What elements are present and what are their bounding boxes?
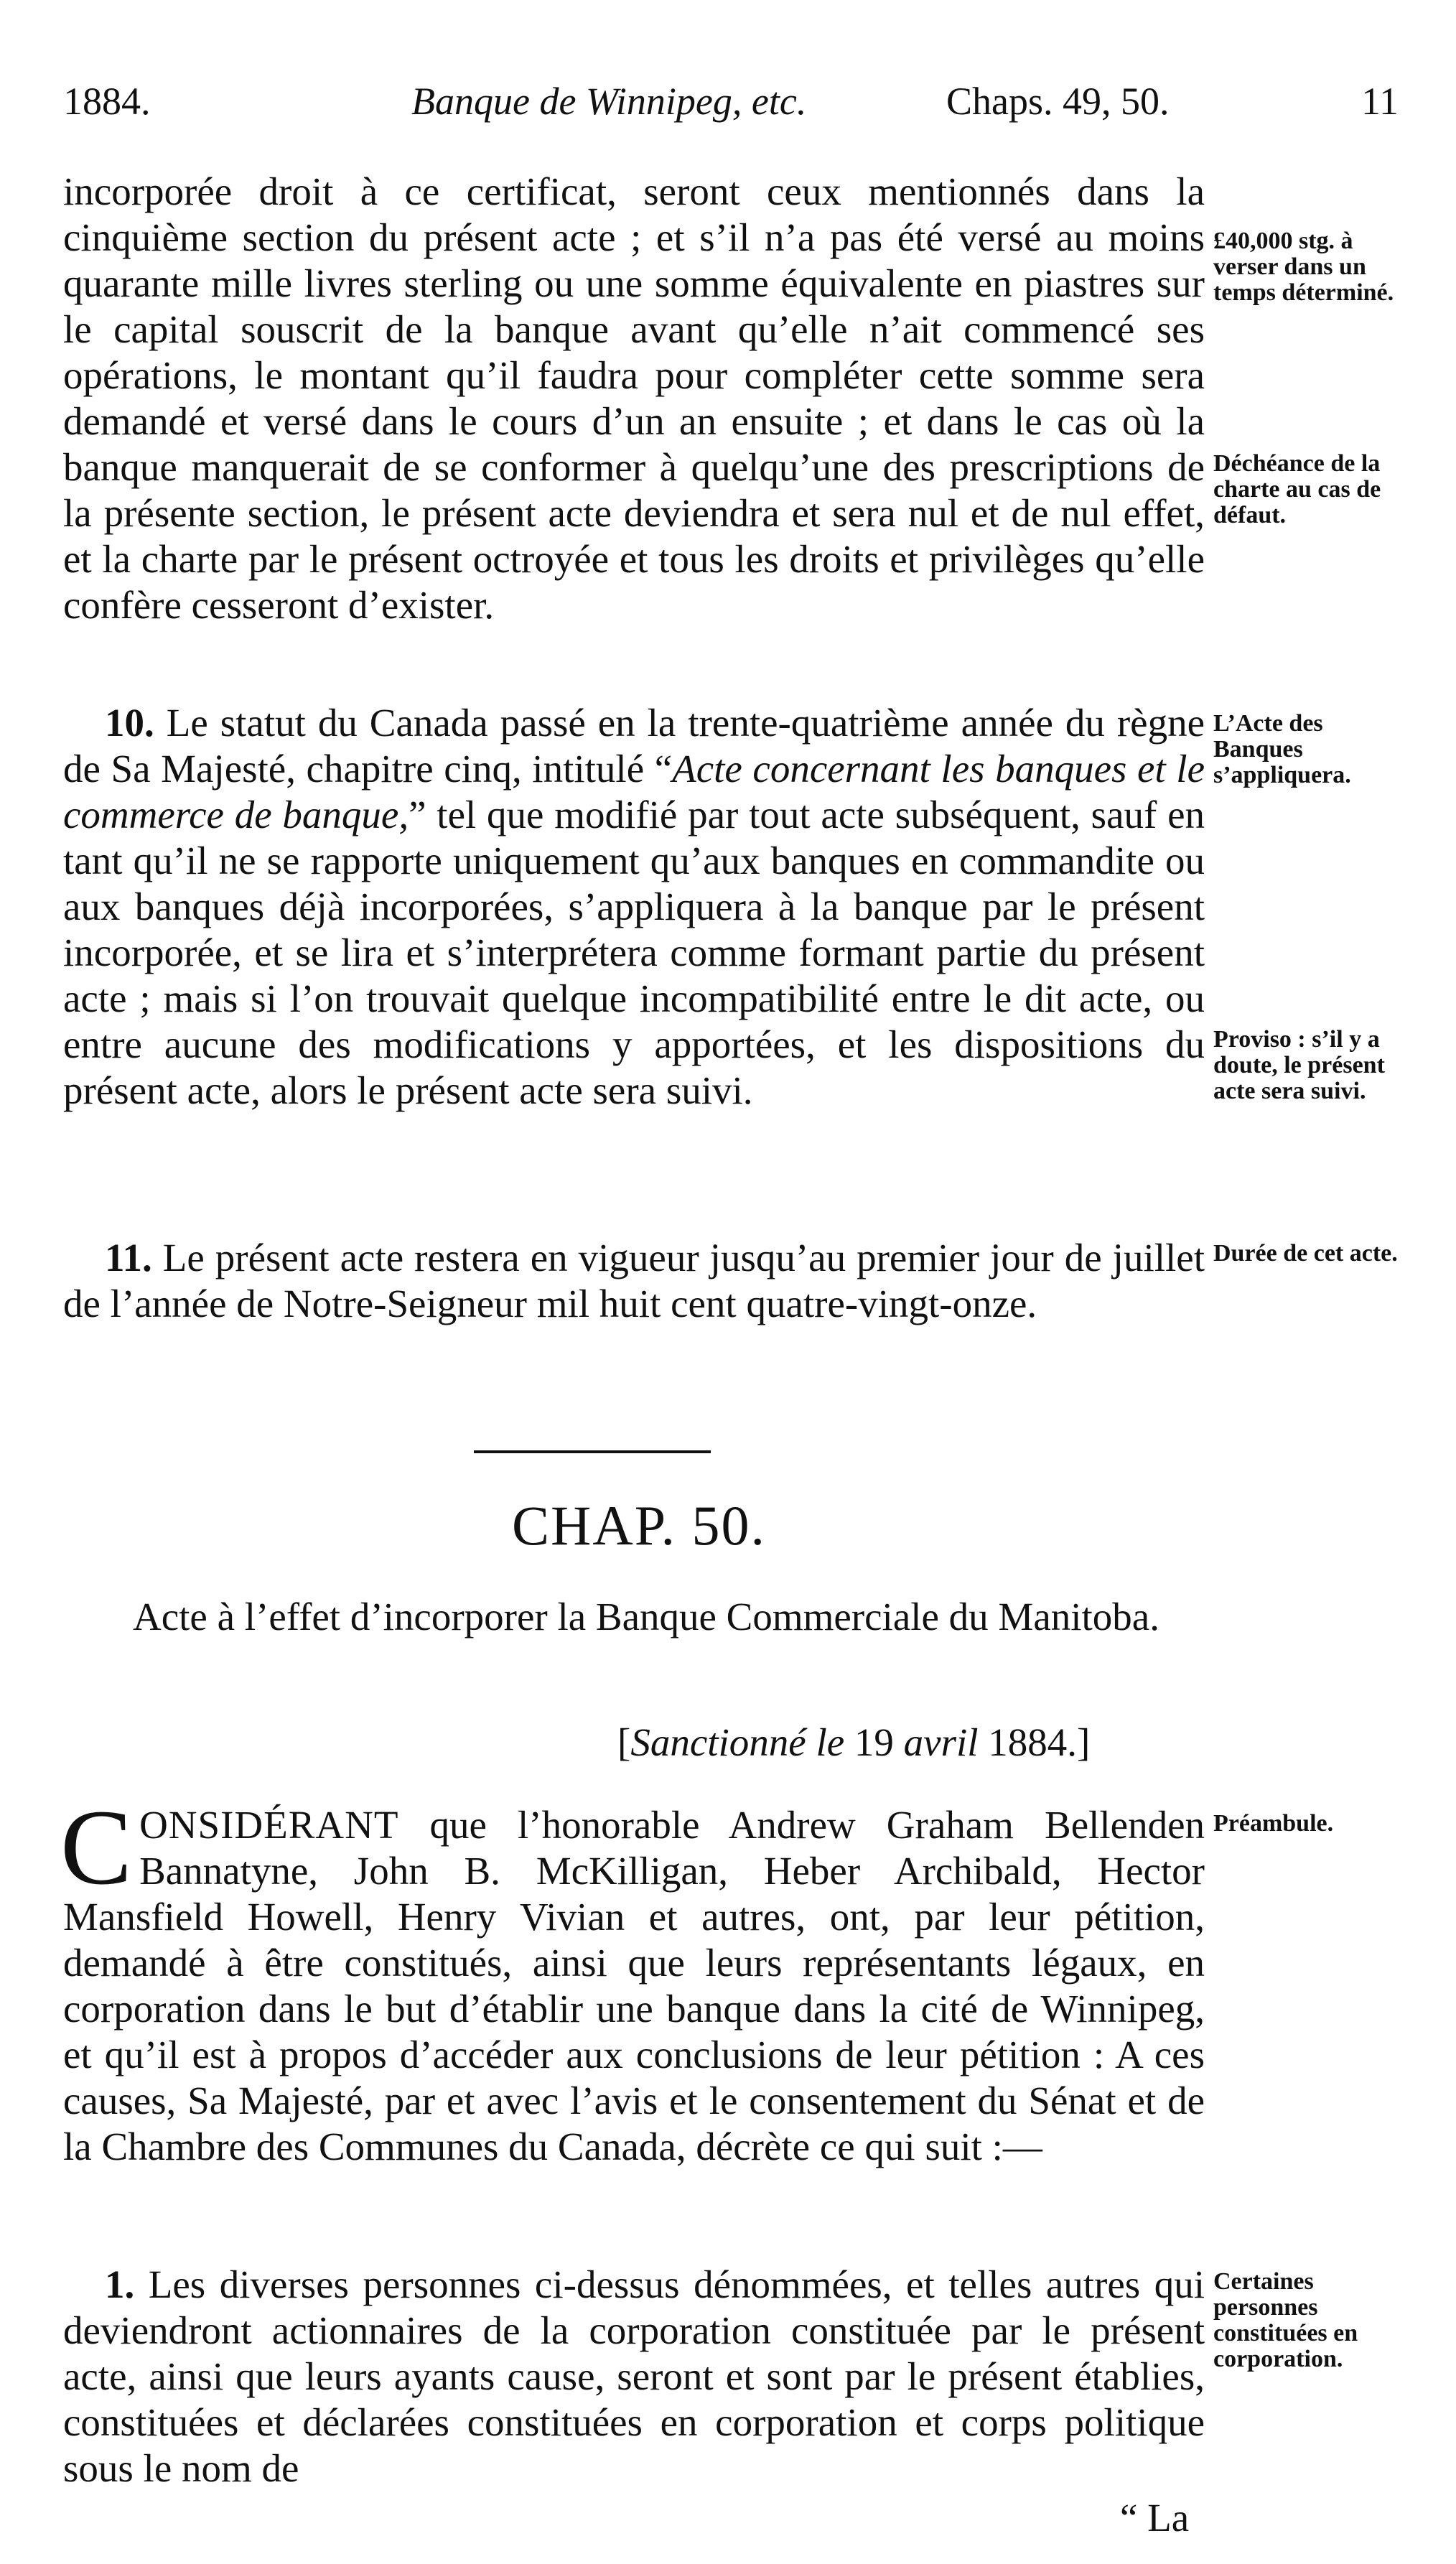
margin-note-duration: Durée de cet acte. (1213, 1240, 1398, 1267)
section-number: 11. (105, 1236, 152, 1279)
act-title: Acte à l’effet d’incorporer la Banque Commerciale du Manitoba. (133, 1595, 1159, 1638)
header-title: Banque de Winnipeg, etc. (411, 80, 807, 123)
header-chapters: Chaps. 49, 50. (946, 80, 1170, 123)
section-text: Le statut du Canada passé en la trente-quatrième année du règne de Sa Majesté, chapitre cinq, intitulé “ (63, 701, 1205, 791)
preamble-text: que l’honorable Andrew Graham Bellenden Bannatyne, John B. McKilligan, Heber Archibald, Hector Mansfield Howell, Henry Vivian et autres, ont, par leur pétition, demandé à être constitués, ainsi que leurs représentants légaux, en corporation dans le but d’établir une banque dans la cité de Winnipeg, et qu’il est à propos d’accéder aux conclusions de leur pétition : A ces causes, Sa Majesté, par et avec l’avis et le consentement du Sénat et de la Chambre des Communes du Canada, décrète ce qui suit :— (63, 1803, 1205, 2168)
section-11 (63, 1235, 1205, 1327)
margin-note-capital: £40,000 stg. à verser dans un temps déterminé. (1213, 228, 1394, 306)
preamble-lead: ONSIDÉRANT (139, 1803, 399, 1847)
header-year: 1884. (63, 80, 151, 123)
paragraph-continuation: incorporée droit à ce certificat, seront ceux mentionnés dans la cinquième section du présent acte ; et s’il n’a pas été versé au moins quarante mille livres sterling ou une somme équivalente en piastres sur le capital souscrit de la banque avant qu’elle n’ait commencé ses opérations, le montant qu’il faudra pour compléter cette somme sera demandé et versé dans le cours d’un an ensuite ; et dans le cas où la banque manquerait de se conformer à quelqu’une des prescriptions de la présente section, le présent acte deviendra et sera nul et de nul effet, et la charte par le présent octroyée et tous les droits et privilèges qu’elle confère cesseront d’exister. (63, 169, 1205, 627)
margin-note-forfeiture: Déchéance de la charte au cas de défaut. (1213, 450, 1381, 528)
preamble (60, 1788, 1205, 2170)
chapter-heading: CHAP. 50. (512, 1494, 766, 1557)
act-citation: Acte concernant les banques et le commerce de banque, (63, 747, 1205, 836)
section-text: Le présent acte restera en vigueur jusqu’au premier jour de juillet de l’année de Notre-Seigneur mil huit cent quatre-vingt-onze. (63, 1236, 1205, 1325)
sanction-line: [Sanctionné le 19 avril 1884.] (617, 1720, 1091, 1764)
section-divider (474, 1450, 711, 1453)
section-number: 1. (105, 2262, 135, 2306)
catchword: “ La (1120, 2496, 1190, 2540)
section-10 (63, 700, 1205, 1114)
running-header (63, 79, 1399, 129)
section-text: Les diverses personnes ci-dessus dénommées, et telles autres qui deviendront actionnaires de la corporation constituée par le présent acte, ainsi que leurs ayants cause, seront et sont par le présent établies, constituées et déclarées constituées en corporation et corps politique sous le nom de (63, 2262, 1205, 2490)
section-1 (63, 2262, 1205, 2491)
margin-note-banking-act: L’Acte des Banques s’appliquera. (1213, 710, 1351, 788)
section-number: 10. (105, 701, 154, 745)
drop-cap: C (60, 1788, 133, 1907)
margin-note-incorporation: Certaines personnes constituées en corporation. (1213, 2268, 1358, 2372)
margin-note-preamble: Préambule. (1213, 1810, 1334, 1837)
page-number: 11 (1361, 80, 1399, 123)
section-text-cont: ” tel que modifié par tout acte subséquent, sauf en tant qu’il ne se rapporte uniquement qu’aux banques en commandite ou aux banques déjà incorporées, s’appliquera à la banque par le présent incorporée, et se lira et s’interprétera comme formant partie du présent acte ; mais si l’on trouvait quelque incompatibilité entre le dit acte, ou entre aucune des modifications y apportées, et les dispositions du présent acte, alors le présent acte sera suivi. (63, 793, 1205, 1112)
margin-note-proviso: Proviso : s’il y a doute, le présent acte sera suivi. (1213, 1026, 1385, 1104)
